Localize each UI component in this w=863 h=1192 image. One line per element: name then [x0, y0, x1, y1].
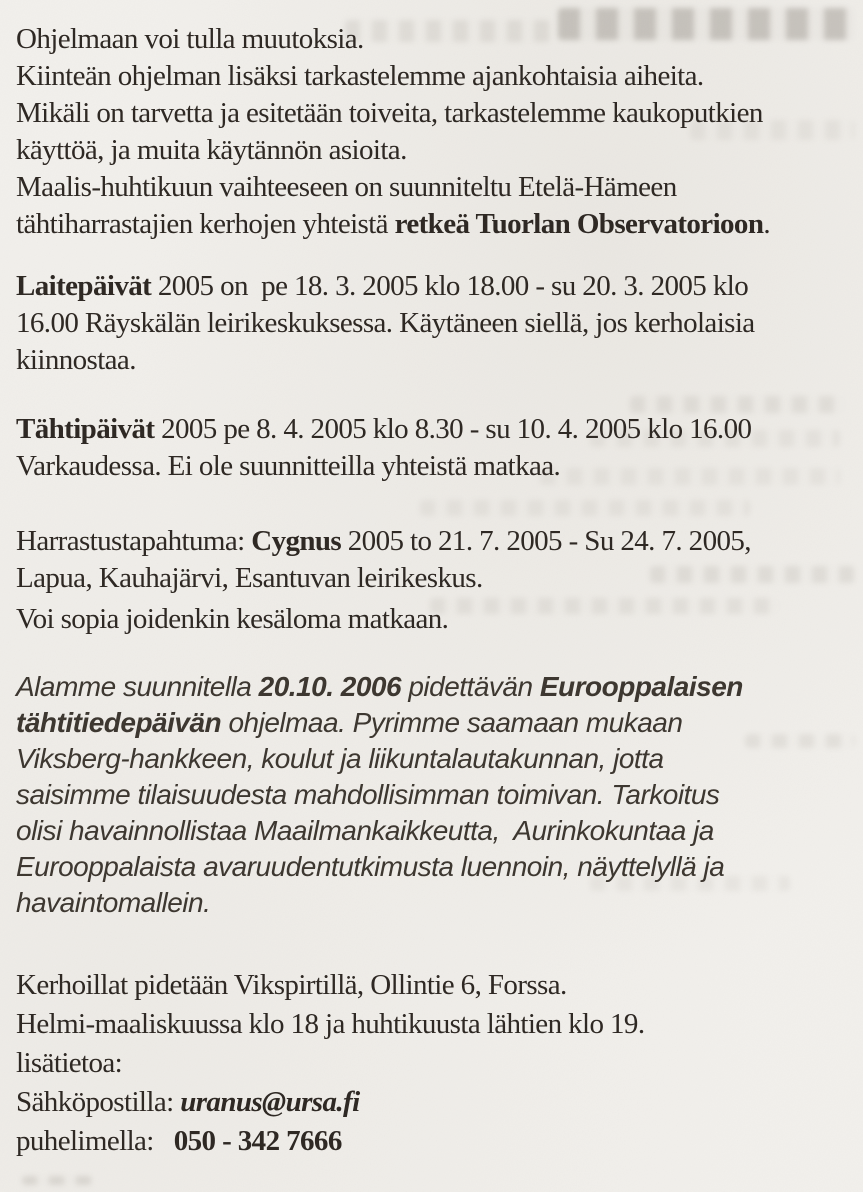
- text-line: [16, 966, 644, 1005]
- text-segment: .: [763, 208, 771, 240]
- phone-number: 050 - 342 7666: [173, 1125, 342, 1157]
- text-line: [16, 777, 743, 813]
- text-segment: havaintomallein.: [16, 887, 211, 918]
- paragraph-eurooppalainen-tahtitiedepaiva-plan: [16, 669, 743, 921]
- text-line: [16, 206, 770, 243]
- text-segment: Ohjelmaan voi tulla muutoksia.: [16, 23, 364, 55]
- text-line: [16, 169, 770, 206]
- text-segment: Cygnus: [251, 525, 342, 557]
- text-segment: Laitepäivät: [16, 270, 152, 302]
- text-line: [16, 342, 755, 379]
- text-line: [16, 268, 755, 305]
- bleedthrough-artifact: [745, 734, 855, 748]
- text-segment: Lapua, Kauhajärvi, Esantuvan leirikeskus.: [16, 562, 483, 594]
- text-segment: tähtitiedepäivän: [16, 707, 222, 738]
- text-line: [16, 523, 751, 560]
- text-line: [16, 669, 743, 705]
- text-line: [16, 1122, 644, 1161]
- text-segment: Alamme suunnitella: [16, 671, 259, 702]
- text-line: [16, 411, 751, 448]
- text-segment: Helmi-maaliskuussa klo 18 ja huhtikuusta lähtien klo 19.: [16, 1008, 645, 1040]
- text-segment: Voi sopia joidenkin kesäloma matkaan.: [16, 603, 449, 635]
- paragraph-laitepaivat-2005: [16, 268, 755, 379]
- text-line: [16, 705, 743, 741]
- paragraph-kerhoillat-contact-info: [16, 966, 644, 1161]
- text-line: [16, 58, 770, 95]
- text-segment: 2005 on pe 18. 3. 2005 klo 18.00 - su 20. 3. 2005 klo: [151, 270, 749, 302]
- text-segment: tähtiharrastajien kerhojen yhteistä: [16, 208, 395, 240]
- text-segment: 2005 to 21. 7. 2005 - Su 24. 7. 2005,: [341, 525, 751, 557]
- text-segment: Maalis-huhtikuun vaihteeseen on suunniteltu Etelä-Hämeen: [16, 171, 677, 203]
- text-line: [16, 21, 770, 58]
- text-line: [16, 560, 751, 597]
- text-segment: 20.10. 2006: [258, 671, 402, 702]
- text-segment: saisimme tilaisuudesta mahdollisimman toimivan. Tarkoitus: [16, 779, 720, 810]
- text-line: [16, 885, 743, 921]
- paragraph-cygnus-2005-event: [16, 523, 751, 597]
- bleedthrough-artifact: [420, 500, 750, 516]
- text-line: [16, 813, 743, 849]
- text-segment: lisätietoa:: [16, 1047, 123, 1079]
- text-segment: pidettävän: [401, 671, 540, 702]
- text-segment: olisi havainnollistaa Maailmankaikkeutta, Aurinkokuntaa ja: [16, 815, 714, 846]
- text-line: [16, 132, 770, 169]
- text-segment: puhelimella:: [16, 1125, 174, 1157]
- text-line: [16, 1044, 644, 1083]
- text-segment: Eurooppalaisen: [539, 671, 743, 702]
- text-segment: 16.00 Räyskälän leirikeskuksessa. Käytäneen siellä, jos kerholaisia: [16, 307, 755, 339]
- text-segment: Tähtipäivät: [16, 413, 155, 445]
- text-line: [16, 1005, 644, 1044]
- text-line: [16, 741, 743, 777]
- text-segment: Sähköpostilla:: [16, 1086, 181, 1118]
- text-line: [16, 305, 755, 342]
- text-line: [16, 849, 743, 885]
- text-segment: Eurooppalaista avaruudentutkimusta luennoin, näyttelyllä ja: [16, 851, 725, 882]
- text-segment: käyttöä, ja muita käytännön asioita.: [16, 134, 407, 166]
- text-line: [16, 1083, 644, 1122]
- text-line: [16, 448, 751, 485]
- text-segment: Kerhoillat pidetään Vikspirtillä, Ollintie 6, Forssa.: [16, 969, 567, 1001]
- text-line: [16, 95, 770, 132]
- text-segment: retkeä Tuorlan Observatorioon: [394, 208, 764, 240]
- text-segment: Viksberg-hankkeen, koulut ja liikuntalautakunnan, jotta: [16, 743, 664, 774]
- email-address: uranus@ursa.fi: [180, 1086, 360, 1118]
- text-segment: Mikäli on tarvetta ja esitetään toiveita, tarkastelemme kaukoputkien: [16, 97, 763, 129]
- text-segment: Harrastustapahtuma:: [16, 525, 252, 557]
- paragraph-program-changes-notes: [16, 21, 770, 243]
- text-segment: 2005 pe 8. 4. 2005 klo 8.30 - su 10. 4. 2005 klo 16.00: [154, 413, 752, 445]
- text-segment: Varkaudessa. Ei ole suunnitteilla yhteistä matkaa.: [16, 450, 561, 482]
- bleedthrough-artifact: [430, 598, 780, 614]
- paragraph-tahtipaivat-2005: [16, 411, 751, 485]
- bleedthrough-artifact: [22, 1176, 92, 1185]
- text-segment: ohjelmaa. Pyrimme saamaan mukaan: [221, 707, 683, 738]
- text-segment: Kiinteän ohjelman lisäksi tarkastelemme ajankohtaisia aiheita.: [16, 60, 704, 92]
- text-line: [16, 601, 448, 638]
- paragraph-kesaloma-note: [16, 601, 448, 638]
- text-segment: kiinnostaa.: [16, 344, 136, 376]
